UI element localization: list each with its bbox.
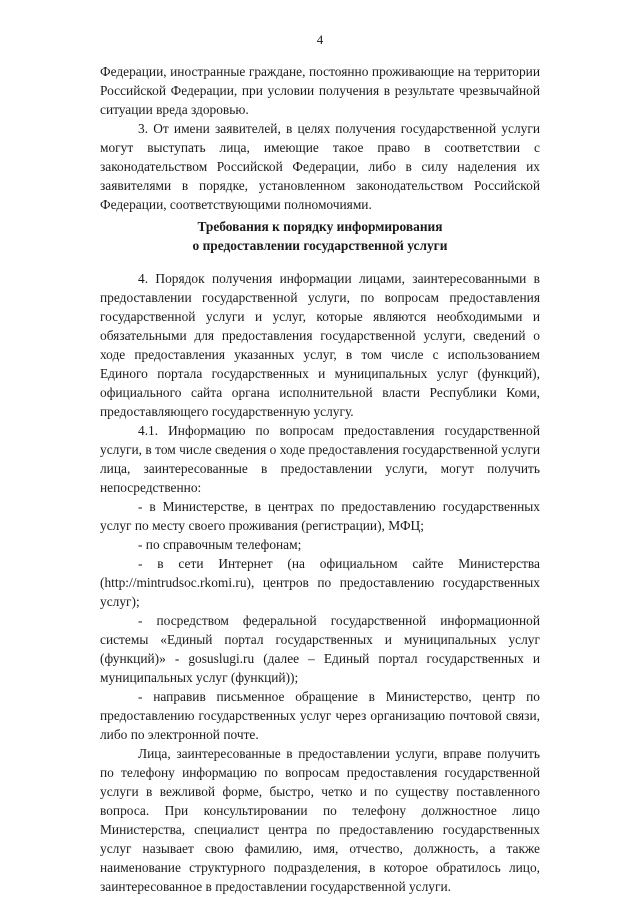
list-item: - направив письменное обращение в Министерство, центр по предоставлению государственных услуг через организацию почтовой связи, либо по электронной почте. — [100, 689, 540, 742]
section-heading-line1: Требования к порядку информирования — [197, 219, 443, 234]
list-item: - посредством федеральной государственной информационной системы «Единый портал государственных и муниципальных услуг (функций)» - gosuslugi.ru (далее – Единый портал государственных и муниципальных услуг (функций)); — [100, 613, 540, 685]
paragraph-final: Лица, заинтересованные в предоставлении услуги, вправе получить по телефону информацию по вопросам предоставления государственной услуги в вежливой форме, быстро, четко и по существу поставленного вопроса. При консультировании по телефону должностное лицо Министерства, специалист центра по предоставлению государственных услуг называет свою фамилию, имя, отчество, должность, а также наименование структурного подразделения, в которое обратилось лицо, заинтересованное в предоставлении государственной услуги. — [100, 746, 540, 894]
list-item: - по справочным телефонам; — [138, 537, 302, 552]
section-heading-line2: о предоставлении государственной услуги — [192, 238, 448, 253]
paragraph-3: 3. От имени заявителей, в целях получения государственной услуги могут выступать лица, имеющие такое право в соответствии с законодательством Российской Федерации, либо в силу наделения их заявителями в порядке, установленном законодательством Российской Федерации, соответствующими полномочиями. — [100, 121, 540, 212]
section-heading — [100, 217, 540, 255]
body-block — [100, 269, 540, 896]
continuation-paragraph: Федерации, иностранные граждане, постоянно проживающие на территории Российской Федерации, при условии получения в результате чрезвычайной ситуации вреда здоровью. — [100, 64, 540, 117]
list-item: - в Министерстве, в центрах по предоставлению государственных услуг по месту своего проживания (регистрации), МФЦ; — [100, 499, 540, 533]
continuation-block — [100, 62, 540, 119]
paragraph-4: 4. Порядок получения информации лицами, заинтересованными в предоставлении государственной услуги, по вопросам предоставления государственной услуги и услуг, которые являются необходимыми и обязательными для предоставления государственной услуги, сведений о ходе предоставления указанных услуг, в том числе с использованием Единого портала государственных и муниципальных услуг (функций), официального сайта органа исполнительной власти Республики Коми, предоставляющего государственную услугу. — [100, 271, 540, 419]
paragraph-4-1: 4.1. Информацию по вопросам предоставления государственной услуги, в том числе сведения о ходе предоставления государственной услуги лица, заинтересованные в предоставлении услуги, могут получить непосредственно: — [100, 423, 540, 495]
list-item: - в сети Интернет (на официальном сайте Министерства (http://mintrudsoc.rkomi.ru), центров по предоставлению государственных услуг); — [100, 556, 540, 609]
page-number: 4 — [316, 32, 324, 47]
paragraph-3-block — [100, 119, 540, 214]
